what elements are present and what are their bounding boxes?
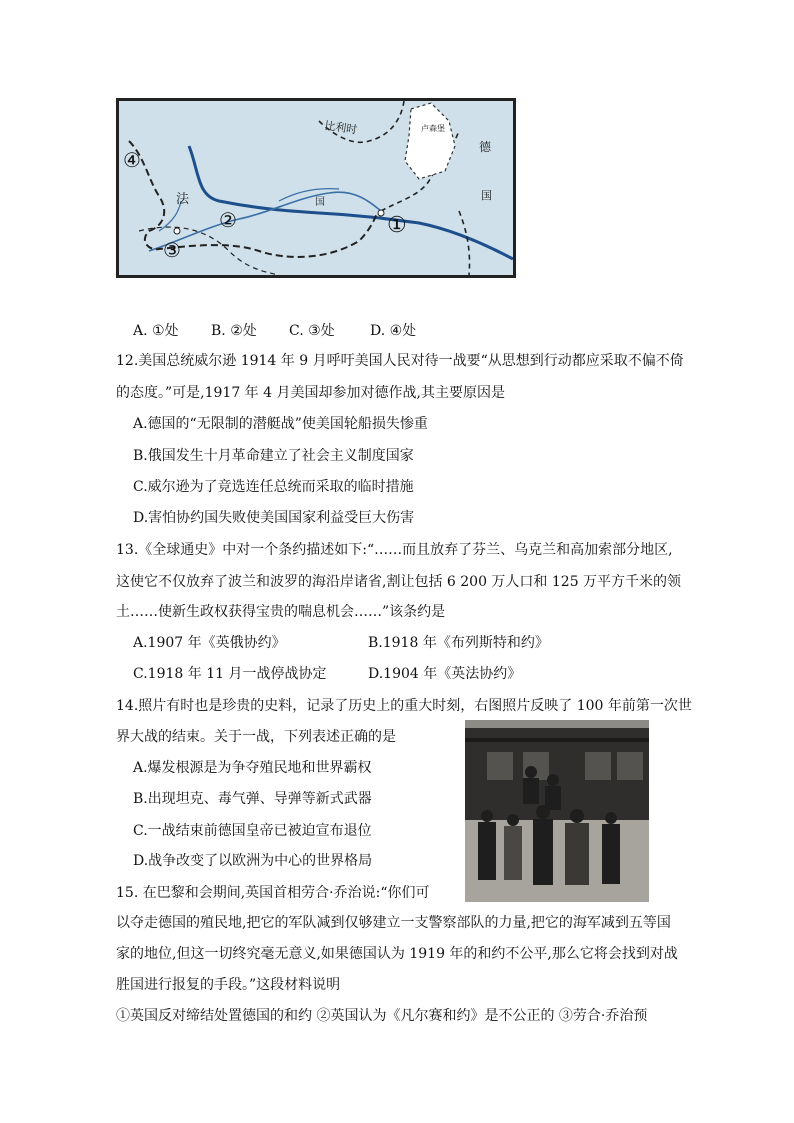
q14-option-a: A.爆发根源是为争夺殖民地和世界霸权 [133, 760, 372, 776]
label-belgium: 比利时 [323, 119, 359, 137]
q12-option-a: A.德国的“无限制的潜艇战”使美国轮船损失惨重 [133, 416, 428, 432]
label-france: 法 [176, 192, 190, 207]
q12-stem-line-1: 12.美国总统威尔逊 1914 年 9 月呼吁美国人民对待一战要“从思想到行动都应采取不偏不倚 [116, 353, 684, 369]
q11-option-d: D. ④处 [370, 323, 417, 339]
q15-line-3: 家的地位,但这一切终究毫无意义,如果德国认为 1919 年的和约不公平,那么它将会找到对战 [116, 946, 678, 962]
q15-line-1: 15. 在巴黎和会期间,英国首相劳合·乔治说:“你们可 [116, 885, 430, 901]
photo-drawing [465, 720, 649, 902]
marker-4: ④ [123, 148, 141, 172]
label-france-2: 国 [315, 197, 325, 208]
q13-option-d: D.1904 年《英法协约》 [368, 666, 522, 682]
q13-line-2: 这使它不仅放弃了波兰和波罗的海沿岸诸省,割让包括 6 200 万人口和 125 万平方千米的领 [116, 574, 682, 590]
q11-option-b: B. ②处 [211, 323, 257, 339]
label-lux: 卢森堡 [421, 124, 445, 133]
label-germany-2: 国 [481, 189, 492, 202]
q12-stem-line-2: 的态度。”可是,1917 年 4 月美国却参加对德作战,其主要原因是 [116, 385, 505, 401]
q14-option-b: B.出现坦克、毒气弹、导弹等新式武器 [133, 791, 372, 807]
map-drawing [119, 101, 513, 275]
q12-option-d: D.害怕协约国失败使美国国家利益受巨大伤害 [133, 510, 415, 526]
q15-line-5: ①英国反对缔结处置德国的和约 ②英国认为《凡尔赛和约》是不公正的 ③劳合·乔治预 [116, 1008, 648, 1024]
q13-line-3: 土……使新生政权获得宝贵的喘息机会……”该条约是 [116, 604, 446, 620]
q15-line-4: 胜国进行报复的手段。”这段材料说明 [116, 977, 341, 993]
q11-option-c: C. ③处 [289, 323, 335, 339]
marker-1: ① [387, 213, 407, 238]
q14-line-2: 界大战的结束。关于一战，下列表述正确的是 [116, 729, 396, 745]
battle-map [116, 98, 516, 278]
q12-option-b: B.俄国发生十月革命建立了社会主义制度国家 [133, 448, 414, 464]
q13-line-1: 13.《全球通史》中对一个条约描述如下:“……而且放弃了芬兰、乌克兰和高加索部分地区, [116, 542, 673, 558]
armistice-photo [465, 720, 649, 902]
q14-option-c: C.一战结束前德国皇帝已被迫宣布退位 [133, 823, 372, 839]
q11-option-a: A. ①处 [133, 323, 179, 339]
q13-option-a: A.1907 年《英俄协约》 [133, 635, 286, 651]
q13-option-b: B.1918 年《布列斯特和约》 [368, 635, 549, 651]
q13-option-c: C.1918 年 11 月一战停战协定 [133, 666, 327, 682]
marker-3: ③ [163, 238, 181, 262]
marker-2: ② [219, 208, 237, 232]
q15-line-2: 以夺走德国的殖民地,把它的军队减到仅够建立一支警察部队的力量,把它的海军减到五等国 [116, 915, 671, 931]
q14-option-d: D.战争改变了以欧洲为中心的世界格局 [133, 853, 373, 869]
q12-option-c: C.威尔逊为了竞选连任总统而采取的临时措施 [133, 479, 414, 495]
label-germany-1: 德 [479, 140, 492, 154]
q14-line-1: 14.照片有时也是珍贵的史料，记录了历史上的重大时刻，右图照片反映了 100 年前第一次世 [116, 698, 692, 714]
